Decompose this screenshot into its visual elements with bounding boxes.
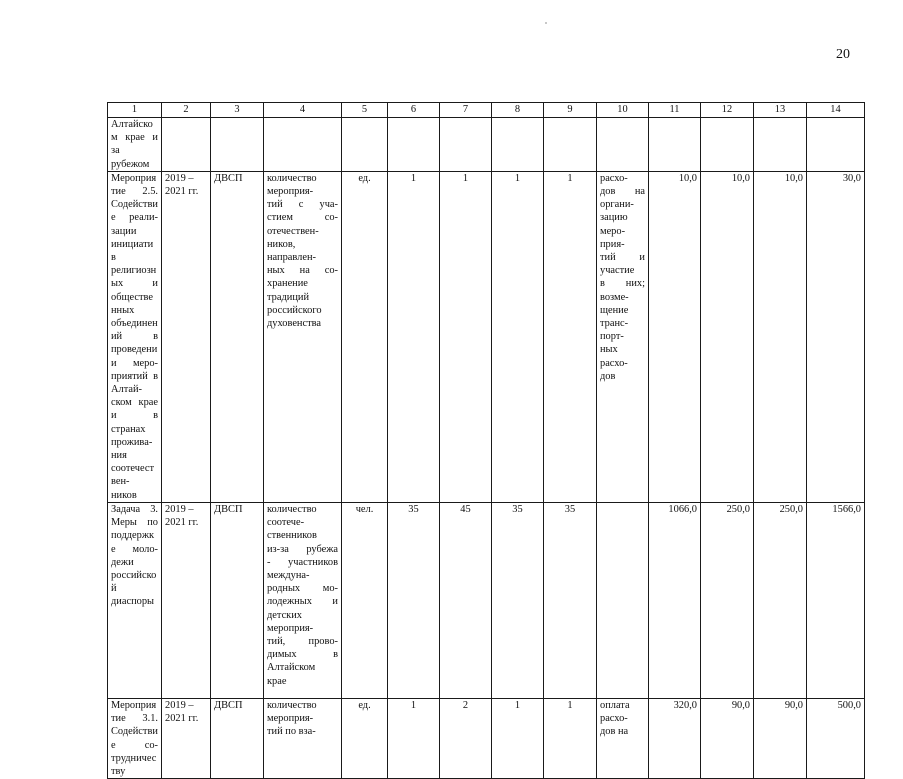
value-2019-cell: 1 [388,171,440,502]
expense-cell [597,171,649,502]
scan-speck [545,22,547,24]
cell-line: ников, [267,238,296,250]
cell-line: 2019 – [165,172,194,184]
value-2019-cell: 1 [388,698,440,778]
cell-line: 2019 – [165,699,194,711]
amount-col12-cell [701,118,754,172]
cell-line: расхо- [600,713,628,725]
header-cell-4: 4 [264,103,342,118]
cell-line: органи- [600,199,634,211]
header-cell-3: 3 [211,103,264,118]
value-2020-cell [440,118,492,172]
cell-line: зации инициатив [111,225,154,264]
indicator-cell [264,698,342,778]
cell-line: ском крае и в [111,397,158,422]
expense-cell [597,502,649,698]
executor-cell: ДВСП [211,171,264,502]
value-2021-cell: 35 [492,502,544,698]
cell-line: мероприя- [267,186,314,198]
cell-line: дов на [600,726,629,738]
header-cell-2: 2 [162,103,211,118]
value-2021-cell: 1 [492,698,544,778]
cell-line: зацию [600,212,628,224]
cell-line: Алтайском [267,662,316,674]
table-row [108,502,865,698]
cell-line: в них; [600,278,645,290]
cell-line: 2019 – [165,503,194,515]
table-row [108,171,865,502]
cell-line: стием со- [267,212,338,224]
header-cell-1: 1 [108,103,162,118]
header-cell-6: 6 [388,103,440,118]
cell-line: Содействие реали- [111,199,158,224]
value-col9-cell [544,118,597,172]
cell-line: Задача 3. Меры по [111,503,158,529]
cell-line: тий и [600,252,645,264]
cell-line: трудничеству [111,752,157,777]
amount-col13-cell: 10,0 [754,171,807,502]
period-cell [162,698,211,778]
cell-line: религиозных и [111,265,158,290]
cell-line: тий, прово- [267,635,338,647]
cell-line: 2021 гг. [165,517,199,529]
cell-line: - участников [267,556,338,568]
cell-line: диаспоры [111,596,155,608]
executor-cell [211,118,264,172]
header-cell-14: 14 [807,103,865,118]
cell-line: крае [267,675,287,687]
cell-line: 2021 гг. [165,186,199,198]
name-cell [108,118,162,172]
cell-line: проведении меро- [111,344,158,369]
value-2021-cell [492,118,544,172]
cell-line: традиций [267,291,310,303]
amount-col14-cell: 1566,0 [807,502,865,698]
unit-cell: чел. [342,502,388,698]
header-cell-5: 5 [342,103,388,118]
cell-line: ных на со- [267,265,338,277]
cell-line: расхо- [600,357,628,369]
cell-line: отечествен- [267,225,319,237]
name-cell [108,502,162,698]
cell-line: дежи российской [111,556,157,595]
indicator-cell [264,502,342,698]
amount-col11-cell: 320,0 [649,698,701,778]
amount-col13-cell [754,118,807,172]
cell-line: приятий в Алтай- [111,370,158,396]
table-row [108,698,865,778]
amount-col14-cell [807,118,865,172]
amount-col12-cell: 10,0 [701,171,754,502]
cell-line: ных [600,344,618,356]
cell-line: из-за рубежа [267,543,338,555]
expense-cell [597,698,649,778]
cell-line: ния соотечествен- [111,450,155,488]
cell-line: российского [267,304,322,316]
cell-line: родных мо- [267,583,338,595]
cell-line: меро- [600,225,626,237]
cell-line: прия- [600,238,625,250]
cell-line: духовенства [267,318,322,330]
amount-col13-cell: 250,0 [754,502,807,698]
period-cell [162,171,211,502]
amount-col14-cell: 30,0 [807,171,865,502]
value-2020-cell: 2 [440,698,492,778]
cell-line: Алтайском крае и [111,119,158,144]
page-number: 20 [836,47,850,62]
cell-line: оплата [600,699,630,711]
name-cell [108,171,162,502]
indicator-cell [264,171,342,502]
value-2020-cell: 1 [440,171,492,502]
value-2019-cell: 35 [388,502,440,698]
cell-line: участие [600,265,635,277]
cell-line: общественных [111,291,153,316]
cell-line: тий с уча- [267,199,338,211]
name-cell [108,698,162,778]
cell-line: 2021 гг. [165,713,199,725]
header-cell-9: 9 [544,103,597,118]
header-row [108,103,865,118]
cell-line: соотече- [267,517,305,529]
header-cell-11: 11 [649,103,701,118]
cell-line: дов [600,370,616,382]
unit-cell [342,118,388,172]
amount-col13-cell: 90,0 [754,698,807,778]
cell-line: мероприя- [267,622,314,634]
program-table [107,102,865,779]
cell-line: порт- [600,331,624,343]
amount-col14-cell: 500,0 [807,698,865,778]
header-cell-10: 10 [597,103,649,118]
cell-line: возме- [600,291,629,303]
unit-cell: ед. [342,698,388,778]
cell-line: количество [267,172,317,184]
value-col9-cell: 1 [544,698,597,778]
cell-line: количество [267,503,317,515]
header-cell-13: 13 [754,103,807,118]
cell-line: тий по вза- [267,726,316,738]
value-2021-cell: 1 [492,171,544,502]
cell-line: за рубежом [111,145,150,170]
indicator-cell [264,118,342,172]
value-col9-cell: 35 [544,502,597,698]
cell-line: ственников [267,530,317,542]
amount-col11-cell: 1066,0 [649,502,701,698]
cell-line: Содействие со- [111,726,158,751]
expense-cell [597,118,649,172]
cell-line: мероприя- [267,713,314,725]
cell-line: междуна- [267,569,310,581]
cell-line: количество [267,699,317,711]
executor-cell: ДВСП [211,502,264,698]
amount-col11-cell [649,118,701,172]
cell-line: Мероприятие 2.5. [111,172,158,198]
cell-line: димых в [267,649,338,661]
amount-col12-cell: 90,0 [701,698,754,778]
cell-line: детских [267,609,302,621]
cell-line: лодежных и [267,596,338,608]
value-2019-cell [388,118,440,172]
executor-cell: ДВСП [211,698,264,778]
unit-cell: ед. [342,171,388,502]
amount-col11-cell: 10,0 [649,171,701,502]
cell-line: объединений в [111,318,158,343]
value-col9-cell: 1 [544,171,597,502]
period-cell [162,502,211,698]
cell-line: транс- [600,318,629,330]
cell-line: поддержке моло- [111,530,158,555]
header-cell-8: 8 [492,103,544,118]
cell-line: расхо- [600,172,628,184]
period-cell [162,118,211,172]
header-cell-12: 12 [701,103,754,118]
table-row [108,118,865,172]
amount-col12-cell: 250,0 [701,502,754,698]
cell-line: дов на [600,186,645,198]
cell-line: хранение [267,278,308,290]
cell-line: направлен- [267,252,316,264]
cell-line: Мероприятие 3.1. [111,699,158,725]
header-cell-7: 7 [440,103,492,118]
cell-line: ников [111,489,137,501]
cell-line: странах прожива- [111,423,153,448]
cell-line: щение [600,304,629,316]
value-2020-cell: 45 [440,502,492,698]
